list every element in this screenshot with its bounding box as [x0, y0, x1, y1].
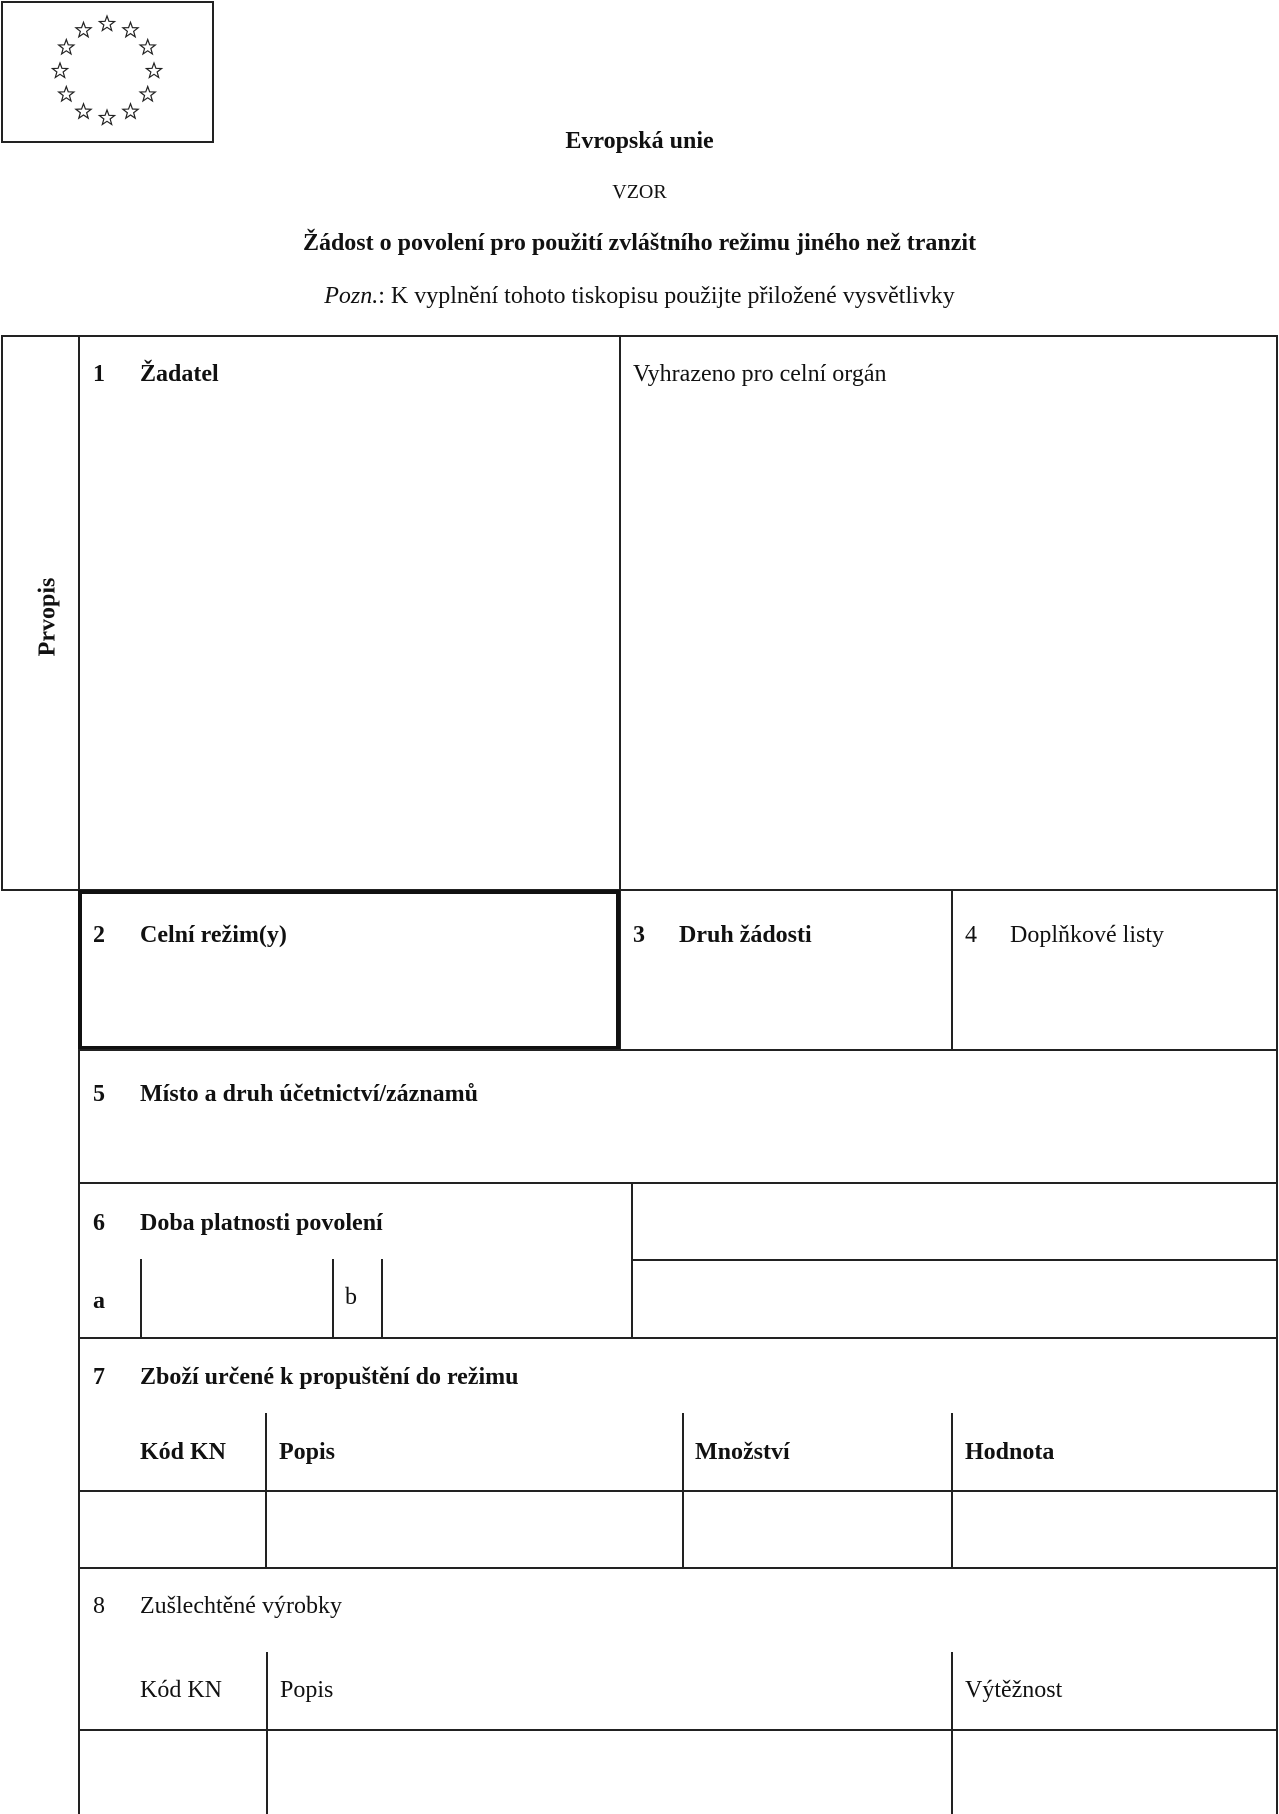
specimen-label: VZOR: [612, 181, 667, 203]
box-7-label: Zboží určené k propuštění do režimu: [140, 1364, 519, 1390]
box-7-col-mnozstvi: Množství: [695, 1439, 790, 1465]
star-icon: [140, 40, 155, 54]
reserved-area: [623, 400, 1273, 885]
box-8-cell-kod-kn[interactable]: [82, 1732, 264, 1814]
box-1-input[interactable]: [82, 400, 615, 885]
box-2-number: 2: [93, 922, 105, 948]
star-icon: [123, 104, 138, 118]
box-4-number: 4: [965, 922, 977, 948]
box-7-col-kod-kn: Kód KN: [140, 1439, 227, 1465]
box-7-col-hodnota: Hodnota: [965, 1439, 1055, 1465]
box-3-input[interactable]: [623, 960, 948, 1046]
box-6-right-lower: [634, 1262, 1274, 1336]
box-7-col-popis: Popis: [279, 1439, 336, 1465]
star-icon: [59, 40, 74, 54]
box-8-col-kod-kn: Kód KN: [140, 1677, 222, 1703]
box-3-label: Druh žádosti: [679, 922, 812, 948]
box-7-cell-kod-kn[interactable]: [82, 1493, 263, 1565]
star-icon: [52, 63, 67, 77]
star-icon: [99, 16, 114, 30]
reserved-label: Vyhrazeno pro celní orgán: [633, 361, 887, 387]
side-label-prvopis: Prvopis: [34, 577, 61, 657]
box-1-number: 1: [93, 361, 105, 387]
box-4-input[interactable]: [955, 960, 1273, 1046]
box-4-label: Doplňkové listy: [1010, 922, 1164, 948]
box-6-b-input[interactable]: [384, 1261, 629, 1336]
box-3-number: 3: [633, 922, 645, 948]
star-icon: [76, 104, 91, 118]
box-8-col-vytěznost: Výtěžnost: [965, 1677, 1063, 1703]
eu-flag: [1, 1, 214, 143]
note-label: Pozn.: [324, 283, 379, 309]
box-7-cell-hodnota[interactable]: [954, 1493, 1274, 1565]
box-8-label: Zušlechtěné výrobky: [140, 1593, 342, 1619]
box-7-number: 7: [93, 1364, 105, 1390]
eu-stars-icon: [3, 3, 212, 141]
union-title: Evropská unie: [565, 128, 714, 154]
star-icon: [99, 110, 114, 124]
box-7-cell-mnozstvi[interactable]: [685, 1493, 949, 1565]
box-6-a-input[interactable]: [143, 1261, 330, 1336]
box-6-label: Doba platnosti povolení: [140, 1210, 383, 1236]
box-8-col-popis: Popis: [280, 1677, 334, 1703]
box-6-right-upper: [634, 1185, 1274, 1258]
note-text: : K vyplnění tohoto tiskopisu použijte přiložené vysvětlivky: [378, 283, 955, 309]
box-8-number: 8: [93, 1593, 105, 1619]
box-5-number: 5: [93, 1081, 105, 1107]
form-title: Žádost o povolení pro použití zvláštního režimu jiného než tranzit: [302, 230, 977, 256]
star-icon: [76, 22, 91, 36]
box-6-number: 6: [93, 1210, 105, 1236]
box-5-label: Místo a druh účetnictví/záznamů: [140, 1081, 478, 1107]
box-5-input[interactable]: [82, 1120, 1273, 1180]
box-2-label: Celní režim(y): [140, 922, 287, 948]
box-8-cell-vytěznost[interactable]: [954, 1732, 1274, 1814]
star-icon: [59, 87, 74, 101]
star-icon: [123, 22, 138, 36]
box-7-cell-popis[interactable]: [268, 1493, 680, 1565]
box-8-cell-popis[interactable]: [269, 1732, 949, 1814]
box-6-b-label: b: [345, 1284, 357, 1310]
box-1-label: Žadatel: [140, 361, 219, 387]
star-icon: [146, 63, 161, 77]
form-note: [0, 283, 1279, 310]
box-6-a-label: a: [93, 1288, 105, 1314]
star-icon: [140, 87, 155, 101]
box-2-input[interactable]: [84, 960, 614, 1044]
